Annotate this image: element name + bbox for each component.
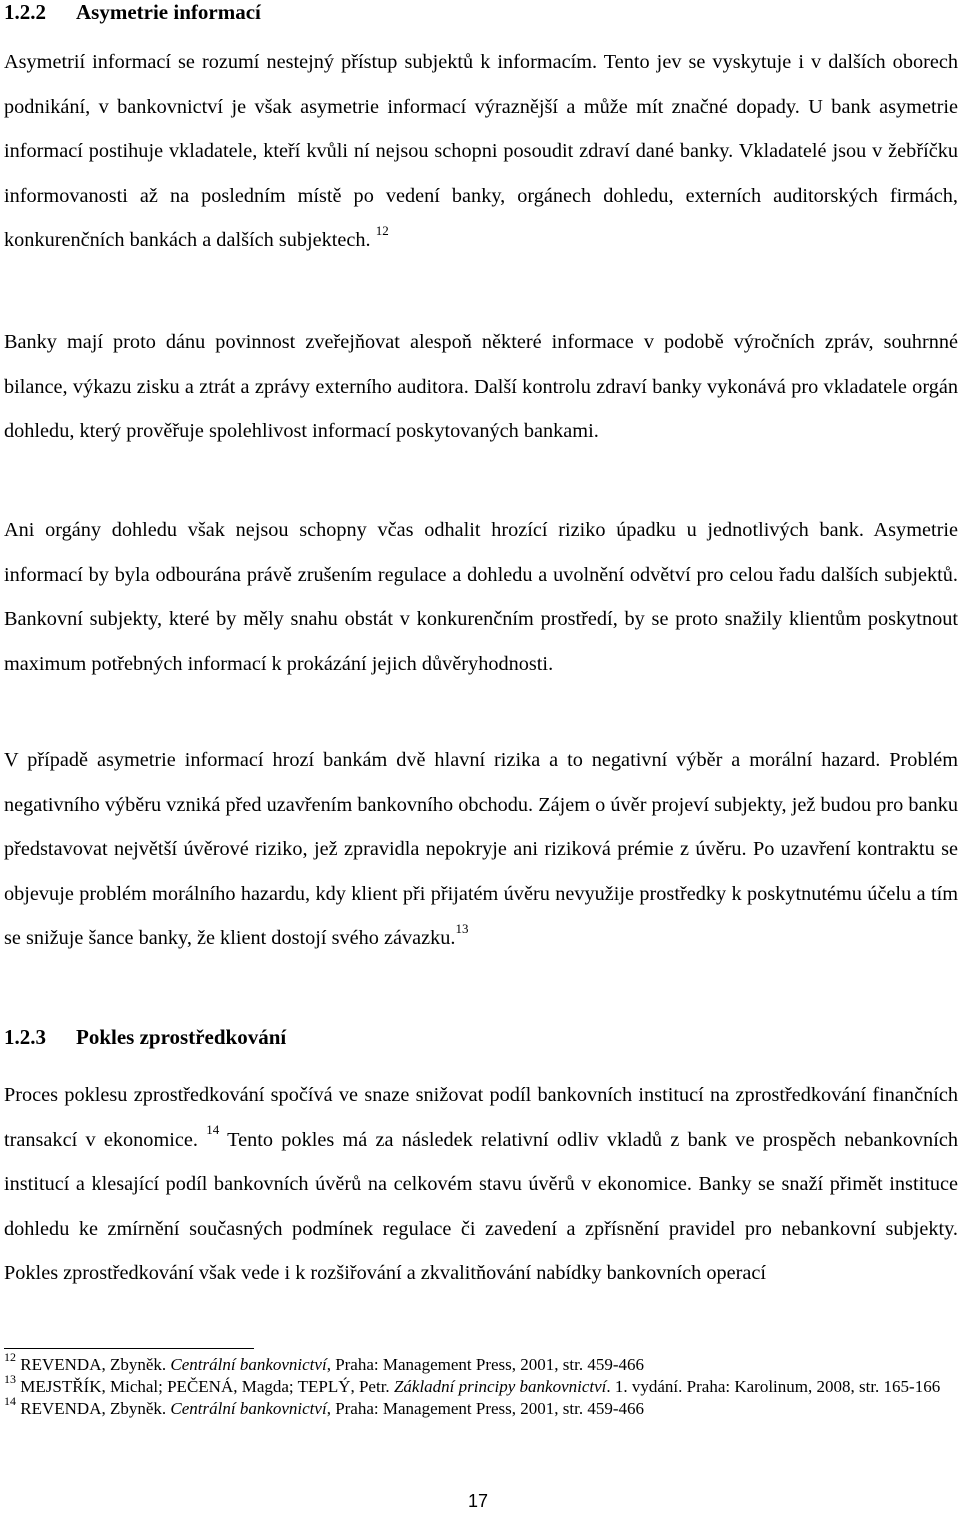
paragraph-3-text: Ani orgány dohledu však nejsou schopny včas odhalit hrozící riziko úpadku u jednotlivých bank. Asymetrie informací by byla odbourána právě zrušením regulace a dohledu a uvolnění odvětví pro celou řadu dalších subjektů. Bankovní subjekty, které by měly snahu obstát v konkurenčním prostředí, by se proto snažily klientům poskytnout maximum potřebných informací k prokázání jejich důvěryhodnosti. bbox=[4, 519, 958, 675]
paragraph-4-text: V případě asymetrie informací hrozí bankám dvě hlavní rizika a to negativní výběr a morální hazard. Problém negativního výběru vzniká před uzavřením bankovního obchodu. Zájem o úvěr projeví subjekty, jež budou pro banku představovat největší úvěrové riziko, jež zpravidla nepokryje ani riziková prémie z úvěru. Po uzavření kontraktu se objevuje problém morálního hazardu, kdy klient při přijatém úvěru nevyužije prostředky k poskytnutému účelu a tím se snižuje šance banky, že klient dostojí svého závazku. bbox=[4, 749, 958, 950]
footnote-author: REVENDA, Zbyněk. bbox=[20, 1355, 167, 1374]
footnote-author: MEJSTŘÍK, Michal; PEČENÁ, Magda; TEPLÝ, Petr. bbox=[20, 1377, 390, 1396]
footnotes bbox=[4, 1350, 958, 1420]
footnote-title: Centrální bankovnictví bbox=[170, 1399, 327, 1418]
paragraph-3 bbox=[4, 508, 958, 686]
footnote-number: 14 bbox=[4, 1394, 16, 1409]
paragraph-5-text-a: Proces poklesu zprostředkování spočívá ve snaze snižovat podíl bankovních institucí na zprostředkování finančních transakcí v ekonomice. bbox=[4, 1084, 958, 1151]
footnote-13 bbox=[4, 1372, 958, 1398]
footnote-rest: , Praha: Management Press, 2001, str. 459-466 bbox=[326, 1355, 644, 1374]
paragraph-4 bbox=[4, 738, 958, 961]
section-number: 1.2.2 bbox=[4, 0, 46, 24]
section-number: 1.2.3 bbox=[4, 1025, 46, 1049]
footnote-divider bbox=[4, 1348, 254, 1349]
footnote-rest: , Praha: Management Press, 2001, str. 459-466 bbox=[326, 1399, 644, 1418]
footnote-ref-13[interactable]: 13 bbox=[455, 920, 469, 936]
footnote-title: Základní principy bankovnictví bbox=[393, 1377, 607, 1396]
paragraph-5-text-b: Tento pokles má za následek relativní odliv vkladů z bank ve prospěch nebankovních institucí a klesající podíl bankovních úvěrů na celkovém stavu úvěrů v ekonomice. Banky se snaží přimět instituce dohledu ke zmírnění současných podmínek regulace či zavedení a zpřísnění pravidel pro nebankovní subjekty. Pokles zprostředkování však vede i k rozšiřování a zkvalitňování nabídky bankovních operací bbox=[4, 1128, 958, 1285]
footnote-number: 13 bbox=[4, 1372, 16, 1387]
paragraph-2 bbox=[4, 320, 958, 454]
section-heading-pokles bbox=[4, 1024, 286, 1050]
footnote-ref-14[interactable]: 14 bbox=[206, 1121, 220, 1137]
paragraph-1-text: Asymetrií informací se rozumí nestejný přístup subjektů k informacím. Tento jev se vyskytuje i v dalších oborech podnikání, v bankovnictví je však asymetrie informací výraznější a může mít značné dopady. U bank asymetrie informací postihuje vkladatele, kteří kvůli ní nejsou schopni posoudit zdraví dané banky. Vkladatelé jsou v žebříčku informovanosti až na posledním místě po vedení banky, orgánech dohledu, externích auditorských firmách, konkurenčních bankách a dalších subjektech. bbox=[4, 51, 958, 252]
footnote-14 bbox=[4, 1394, 958, 1420]
section-heading-asymetrie bbox=[4, 0, 261, 24]
footnote-12 bbox=[4, 1350, 958, 1376]
footnote-number: 12 bbox=[4, 1350, 16, 1365]
footnote-rest: . 1. vydání. Praha: Karolinum, 2008, str. 165-166 bbox=[606, 1377, 941, 1396]
section-title: Asymetrie informací bbox=[76, 0, 261, 24]
page-number: 17 bbox=[468, 1491, 489, 1511]
paragraph-1 bbox=[4, 40, 958, 263]
footnote-ref-12[interactable]: 12 bbox=[375, 222, 389, 238]
section-title: Pokles zprostředkování bbox=[76, 1025, 287, 1049]
footnote-author: REVENDA, Zbyněk. bbox=[20, 1399, 167, 1418]
paragraph-5 bbox=[4, 1073, 958, 1296]
paragraph-2-text: Banky mají proto dánu povinnost zveřejňovat alespoň některé informace v podobě výročních zpráv, souhrnné bilance, výkazu zisku a ztrát a zprávy externího auditora. Další kontrolu zdraví banky vykonává pro vkladatele orgán dohledu, který prověřuje spolehlivost informací poskytovaných bankami. bbox=[4, 331, 958, 443]
footnote-title: Centrální bankovnictví bbox=[170, 1355, 327, 1374]
